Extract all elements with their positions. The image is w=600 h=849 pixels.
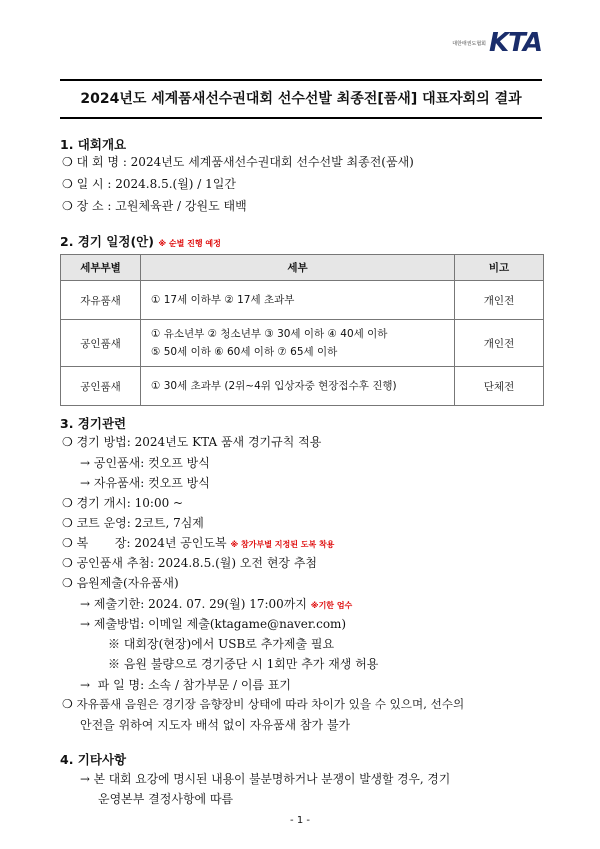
page-number: - 1 - (290, 815, 310, 826)
title-rule-bottom (60, 117, 542, 119)
section1-item: ❍ 일 시 : 2024.8.5.(월) / 1일간 (62, 177, 236, 191)
draw-line: ❍ 공인품새 추첨: 2024.8.5.(월) 오전 현장 추첨 (62, 556, 318, 570)
submit-method-line: → 제출방법: 이메일 제출(ktagame@naver.com) (80, 617, 347, 631)
filename-line: → 파 일 명: 소속 / 참가부문 / 이름 표기 (80, 678, 292, 692)
schedule-table (60, 254, 544, 406)
uniform-line: ❍ 복 장: 2024년 공인도복 ※ 참가부별 지정된 도복 착용 (62, 536, 335, 550)
section4-line2: 운영본부 결정사항에 따름 (98, 792, 234, 806)
section1-item: ❍ 장 소 : 고원체육관 / 강원도 태백 (62, 199, 247, 213)
page-title: 2024년도 세계품새선수권대회 선수선발 최종전[품새] 대표자회의 결과 (80, 91, 522, 107)
uniform-note: ※ 참가부별 지정된 도복 착용 (230, 540, 335, 549)
col-header: 세부 (141, 255, 455, 281)
method-sub2: → 자유품새: 컷오프 방식 (80, 476, 210, 490)
section1-heading: 1. 대회개요 (60, 137, 127, 152)
kta-logo (452, 30, 542, 56)
table-row: 공인품새 ① 30세 초과부 (2위~4위 입상자중 현장접수후 진행) 단체전 (61, 367, 544, 406)
court-line: ❍ 코트 운영: 2코트, 7심제 (62, 516, 204, 530)
title-rule-top (60, 79, 542, 81)
deadline-line: → 제출기한: 2024. 07. 29(월) 17:00까지 ※기한 엄수 (80, 597, 353, 611)
method-line: ❍ 경기 방법: 2024년도 KTA 품새 경기규칙 적용 (62, 435, 322, 449)
warning-line1: ❍ 자유품새 음원은 경기장 음향장비 상태에 따라 차이가 있을 수 있으며, 선수의 (62, 697, 465, 711)
submit-note2: ※ 음원 불량으로 경기중단 시 1회만 추가 재생 허용 (108, 657, 379, 671)
section4-heading: 4. 기타사항 (60, 752, 127, 767)
col-header: 비고 (455, 255, 544, 281)
logo-mark: KTA (489, 28, 542, 58)
logo-org-name: 대한태권도협회 (452, 40, 486, 47)
submit-note1: ※ 대회장(현장)에서 USB로 추가제출 필요 (108, 637, 335, 651)
section4-line1: → 본 대회 요강에 명시된 내용이 불분명하거나 분쟁이 발생할 경우, 경기 (80, 772, 451, 786)
section1-item: ❍ 대 회 명 : 2024년도 세계품새선수권대회 선수선발 최종전(품새) (62, 155, 414, 169)
start-line: ❍ 경기 개시: 10:00 ~ (62, 496, 184, 510)
table-row: 자유품새 ① 17세 이하부 ② 17세 초과부 개인전 (61, 281, 544, 320)
music-line: ❍ 음원제출(자유품새) (62, 576, 179, 590)
section2-note: ※ 순별 진행 예정 (158, 239, 221, 248)
section2-heading: 2. 경기 일정(안) ※ 순별 진행 예정 (60, 234, 221, 249)
deadline-note: ※기한 엄수 (310, 601, 353, 610)
warning-line2: 안전을 위하여 지도자 배석 없이 자유품새 참가 불가 (80, 718, 351, 732)
col-header: 세부부별 (61, 255, 141, 281)
table-row: 공인품새 ① 유소년부 ② 청소년부 ③ 30세 이하 ④ 40세 이하 ⑤ 50세 이하 ⑥ 60세 이하 ⑦ 65세 이하 개인전 (61, 320, 544, 367)
method-sub1: → 공인품새: 컷오프 방식 (80, 456, 210, 470)
section3-heading: 3. 경기관련 (60, 416, 127, 431)
